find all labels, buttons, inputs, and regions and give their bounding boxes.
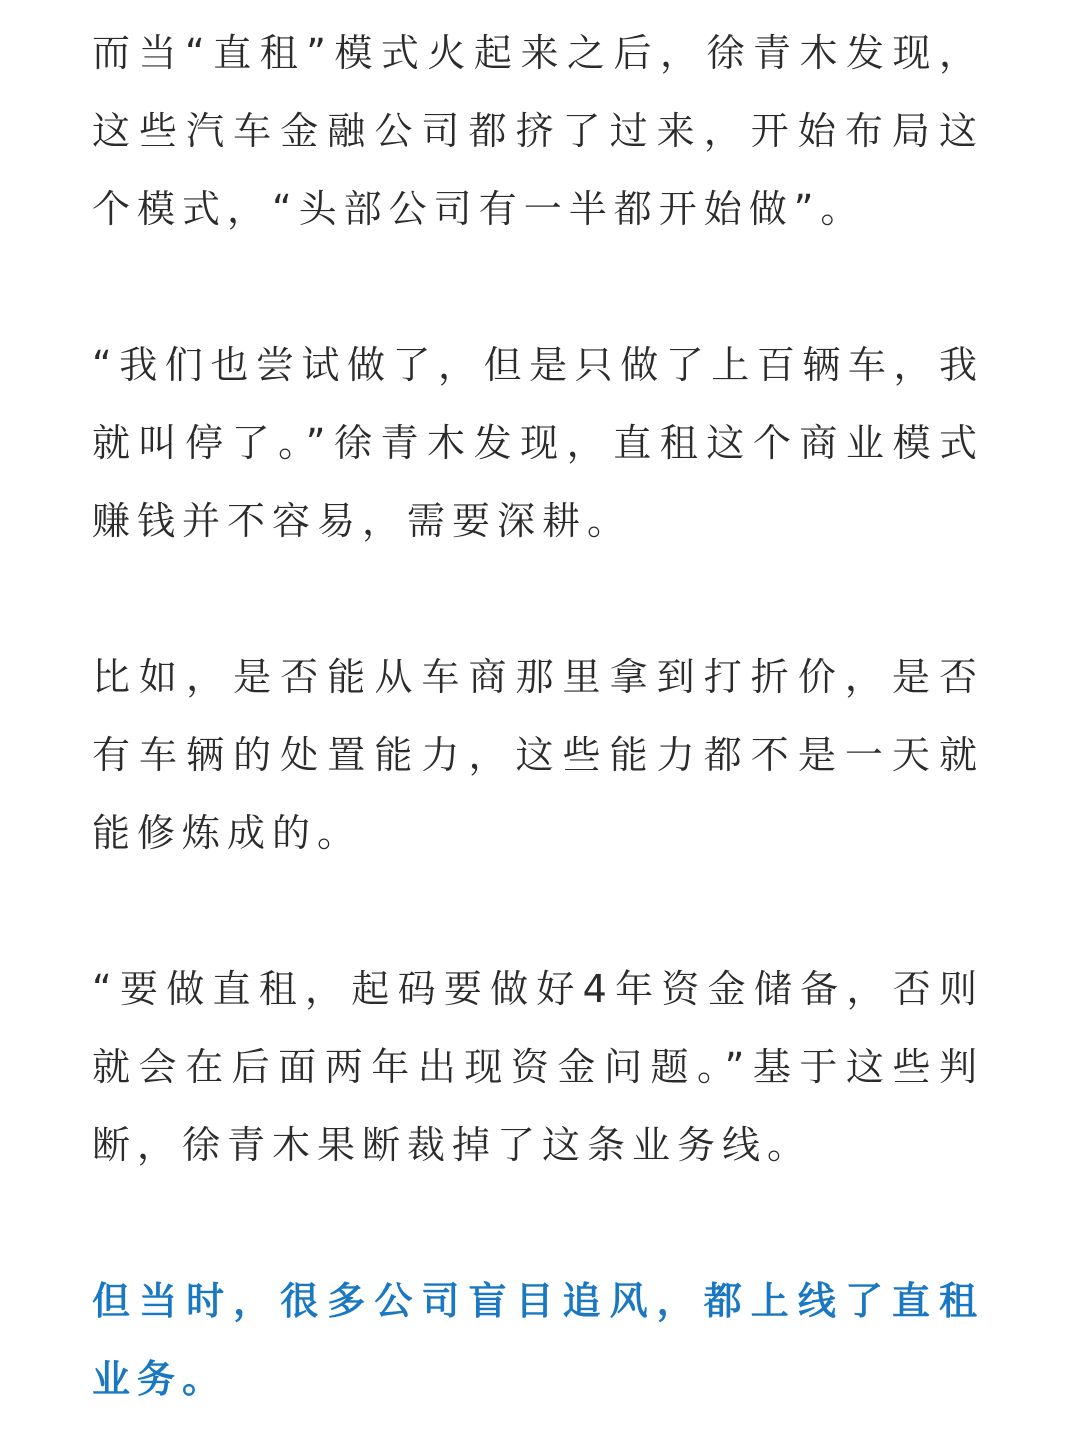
paragraph-2: “我们也尝试做了，但是只做了上百辆车，我就叫停了。”徐青木发现，直租这个商业模式赚钱并不容易，需要深耕。 — [92, 343, 984, 543]
paragraph-1: 而当“直租”模式火起来之后，徐青木发现，这些汽车金融公司都挤了过来，开始布局这个模式，“头部公司有一半都开始做”。 — [92, 31, 984, 231]
paragraph-3: 比如，是否能从车商那里拿到打折价，是否有车辆的处置能力，这些能力都不是一天就能修炼成的。 — [92, 655, 984, 855]
article-body — [92, 14, 984, 1418]
paragraph-4: “要做直租，起码要做好4年资金储备，否则就会在后面两年出现资金问题。”基于这些判断，徐青木果断裁掉了这条业务线。 — [92, 967, 984, 1167]
highlight-paragraph: 但当时，很多公司盲目追风，都上线了直租业务。 — [92, 1279, 984, 1401]
